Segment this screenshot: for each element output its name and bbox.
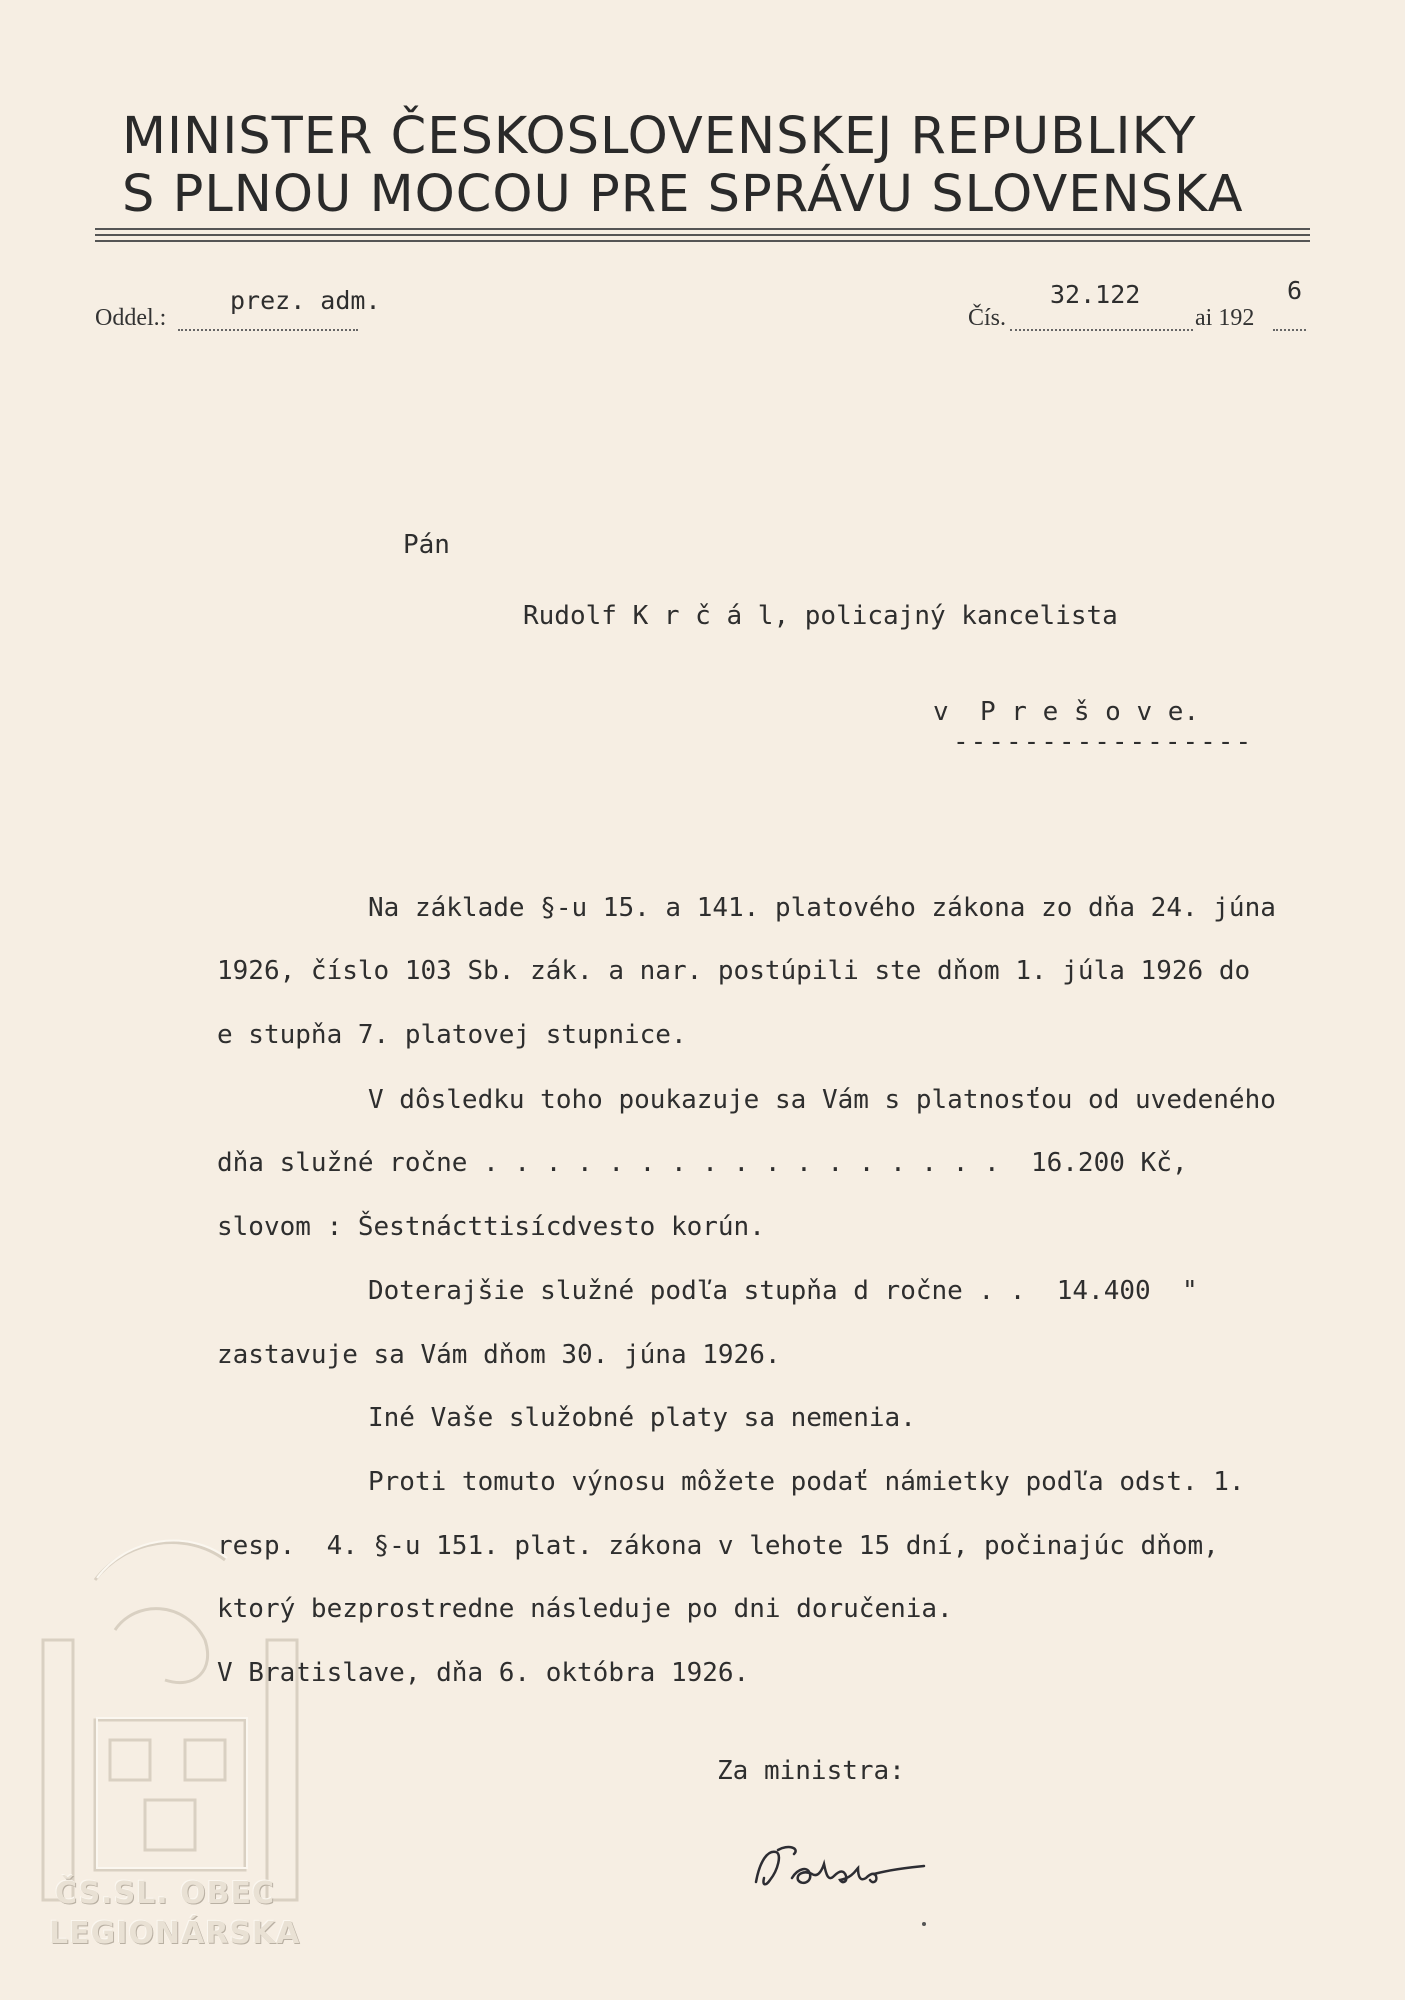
oddel-value: prez. adm.	[230, 286, 381, 315]
body-line-5: dňa služné ročne . . . . . . . . . . . . . . . . . 16.200 Kč,	[217, 1148, 1188, 1178]
letterhead-line-1: MINISTER ČESKOSLOVENSKEJ REPUBLIKY	[122, 107, 1197, 166]
body-line-13: V Bratislave, dňa 6. októbra 1926.	[217, 1658, 750, 1688]
cis-value: 32.122	[1050, 280, 1141, 309]
body-line-10: Proti tomuto výnosu môžete podať námietky podľa odst. 1.	[368, 1467, 1245, 1497]
body-line-3: e stupňa 7. platovej stupnice.	[217, 1020, 687, 1050]
body-line-7: Doterajšie služné podľa stupňa d ročne . . 14.400 "	[368, 1276, 1198, 1306]
body-line-4: V dôsledku toho poukazuje sa Vám s platnosťou od uvedeného	[368, 1085, 1276, 1115]
recipient: Rudolf K r č á l, policajný kancelista	[523, 601, 1118, 631]
body-line-6: slovom : Šestnácttisícdvesto korún.	[217, 1212, 765, 1242]
letterhead-line-2: S PLNOU MOCOU PRE SPRÁVU SLOVENSKA	[122, 165, 1244, 224]
cis-dotted-line	[1010, 329, 1193, 331]
cis-label: Čís.	[968, 305, 1007, 331]
body-line-9: Iné Vaše služobné platy sa nemenia.	[368, 1403, 916, 1433]
letterhead-rule-1	[95, 228, 1310, 230]
body-line-1: Na základe §-u 15. a 141. platového zákona zo dňa 24. júna	[368, 893, 1276, 923]
handwritten-signature	[748, 1830, 928, 1900]
year-prefix: ai 192	[1195, 305, 1255, 331]
body-line-12: ktorý bezprostredne následuje po dni doručenia.	[217, 1594, 953, 1624]
letterhead	[122, 108, 1244, 224]
recipient-city: v P r e š o v e.	[933, 697, 1200, 727]
embossed-stamp	[35, 1520, 305, 1960]
letterhead-rule-2	[95, 234, 1310, 236]
year-digit: 6	[1287, 276, 1303, 305]
stamp-text-line-2: LEGIONÁRSKA	[49, 1916, 301, 1951]
ink-dot	[922, 1922, 926, 1926]
body-line-11: resp. 4. §-u 151. plat. zákona v lehote 15 dní, počinajúc dňom,	[217, 1531, 1219, 1561]
city-underline: -----------------	[953, 727, 1254, 757]
letterhead-rule-3	[95, 240, 1310, 242]
body-line-8: zastavuje sa Vám dňom 30. júna 1926.	[217, 1340, 781, 1370]
year-dotted-line	[1273, 329, 1306, 331]
salutation: Pán	[403, 530, 450, 560]
za-ministra: Za ministra:	[717, 1756, 905, 1786]
stamp-text-line-1: ČS.SL. OBEC	[55, 1876, 276, 1911]
oddel-label: Oddel.:	[95, 305, 167, 331]
body-line-2: 1926, číslo 103 Sb. zák. a nar. postúpili ste dňom 1. júla 1926 do	[217, 956, 1251, 986]
oddel-dotted-line	[178, 329, 358, 331]
